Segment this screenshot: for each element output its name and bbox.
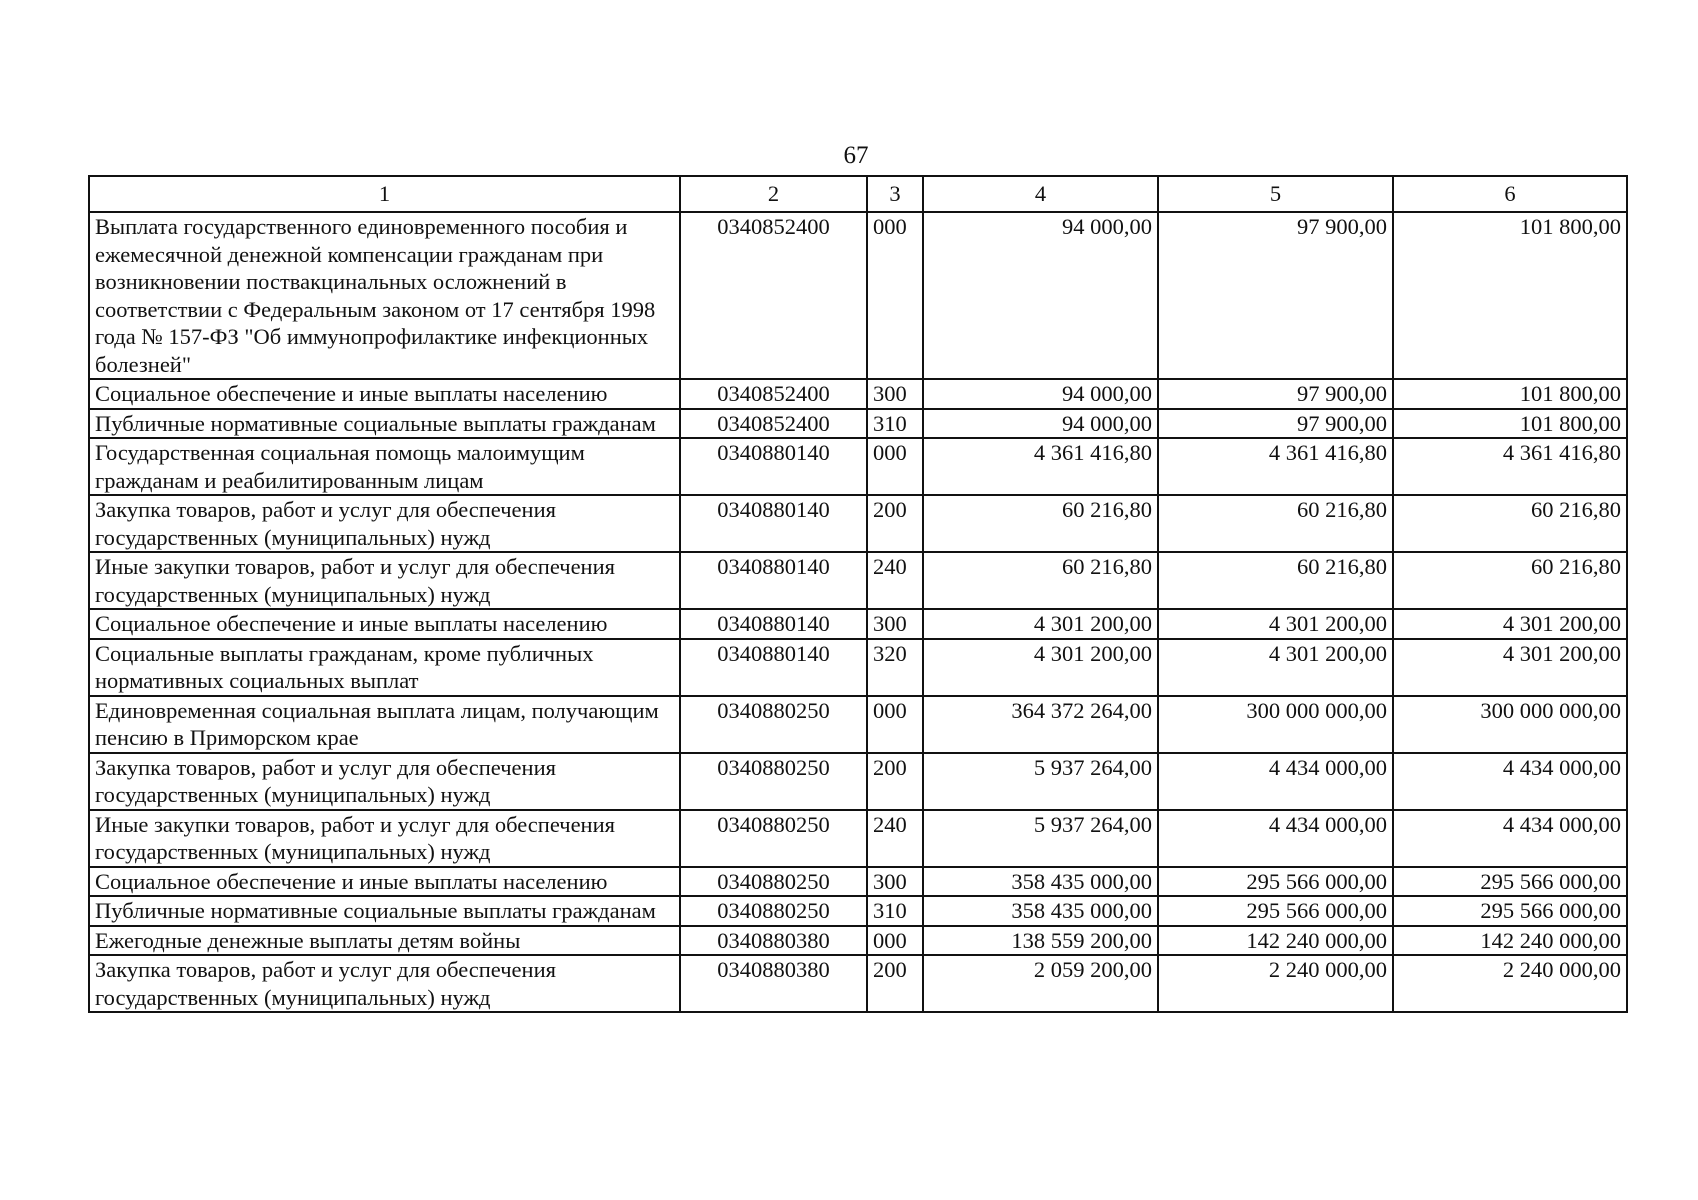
row-name-cell: Государственная социальная помощь малоимущим гражданам и реабилитированным лицам [89,438,680,495]
row-code-cell: 0340880250 [680,696,867,753]
table-row [89,753,1627,810]
row-kind-cell: 200 [867,495,923,552]
row-value-col6-cell: 4 301 200,00 [1393,609,1627,639]
row-kind-cell: 300 [867,609,923,639]
row-name-cell: Публичные нормативные социальные выплаты гражданам [89,409,680,439]
row-value-col4-cell: 4 301 200,00 [923,609,1158,639]
row-value-col5-cell: 97 900,00 [1158,379,1393,409]
column-header-2: 2 [680,176,867,212]
table-row [89,896,1627,926]
row-value-col5-cell: 60 216,80 [1158,495,1393,552]
table-header [89,176,1627,212]
row-kind-cell: 200 [867,955,923,1012]
row-kind-cell: 000 [867,926,923,956]
row-value-col4-cell: 60 216,80 [923,552,1158,609]
row-value-col5-cell: 4 301 200,00 [1158,609,1393,639]
column-header-6: 6 [1393,176,1627,212]
row-value-col6-cell: 101 800,00 [1393,379,1627,409]
row-code-cell: 0340880250 [680,867,867,897]
page-number: 67 [843,142,869,169]
row-value-col6-cell: 300 000 000,00 [1393,696,1627,753]
budget-table [88,175,1628,1013]
row-name-cell: Публичные нормативные социальные выплаты гражданам [89,896,680,926]
row-value-col5-cell: 300 000 000,00 [1158,696,1393,753]
table-row [89,495,1627,552]
row-value-col5-cell: 4 434 000,00 [1158,753,1393,810]
row-value-col6-cell: 142 240 000,00 [1393,926,1627,956]
row-name-cell: Закупка товаров, работ и услуг для обеспечения государственных (муниципальных) нужд [89,753,680,810]
row-name-cell: Иные закупки товаров, работ и услуг для обеспечения государственных (муниципальных) нужд [89,810,680,867]
row-kind-cell: 240 [867,810,923,867]
row-value-col6-cell: 60 216,80 [1393,552,1627,609]
table-row [89,409,1627,439]
row-name-cell: Единовременная социальная выплата лицам, получающим пенсию в Приморском крае [89,696,680,753]
row-value-col5-cell: 4 301 200,00 [1158,639,1393,696]
table-row [89,639,1627,696]
row-kind-cell: 310 [867,409,923,439]
row-name-cell: Социальное обеспечение и иные выплаты населению [89,379,680,409]
header-row [89,176,1627,212]
table-row [89,609,1627,639]
row-name-cell: Закупка товаров, работ и услуг для обеспечения государственных (муниципальных) нужд [89,495,680,552]
row-value-col4-cell: 60 216,80 [923,495,1158,552]
row-value-col6-cell: 4 361 416,80 [1393,438,1627,495]
row-code-cell: 0340852400 [680,379,867,409]
row-name-cell: Выплата государственного единовременного пособия и ежемесячной денежной компенсации гражданам при возникновении поствакцинальных осложнений в соответствии с Федеральным законом от 17 сентября 1998 года № 157-ФЗ "Об иммунопрофилактике инфекционных болезней" [89,212,680,379]
row-value-col6-cell: 2 240 000,00 [1393,955,1627,1012]
row-name-cell: Социальное обеспечение и иные выплаты населению [89,609,680,639]
row-value-col5-cell: 142 240 000,00 [1158,926,1393,956]
row-kind-cell: 000 [867,438,923,495]
row-value-col6-cell: 295 566 000,00 [1393,867,1627,897]
row-kind-cell: 320 [867,639,923,696]
row-value-col4-cell: 5 937 264,00 [923,810,1158,867]
table-row [89,867,1627,897]
row-code-cell: 0340852400 [680,409,867,439]
row-code-cell: 0340880140 [680,438,867,495]
table-row [89,212,1627,379]
row-kind-cell: 000 [867,212,923,379]
row-value-col6-cell: 4 434 000,00 [1393,753,1627,810]
row-value-col4-cell: 364 372 264,00 [923,696,1158,753]
row-value-col5-cell: 2 240 000,00 [1158,955,1393,1012]
row-code-cell: 0340880140 [680,639,867,696]
row-value-col6-cell: 295 566 000,00 [1393,896,1627,926]
column-header-1: 1 [89,176,680,212]
row-value-col4-cell: 4 361 416,80 [923,438,1158,495]
table-row [89,379,1627,409]
row-value-col4-cell: 4 301 200,00 [923,639,1158,696]
row-value-col5-cell: 295 566 000,00 [1158,867,1393,897]
table-row [89,810,1627,867]
row-value-col6-cell: 101 800,00 [1393,212,1627,379]
row-value-col4-cell: 138 559 200,00 [923,926,1158,956]
row-kind-cell: 300 [867,379,923,409]
row-code-cell: 0340880140 [680,552,867,609]
row-kind-cell: 240 [867,552,923,609]
row-value-col4-cell: 94 000,00 [923,409,1158,439]
row-value-col5-cell: 60 216,80 [1158,552,1393,609]
row-name-cell: Социальное обеспечение и иные выплаты населению [89,867,680,897]
row-value-col5-cell: 295 566 000,00 [1158,896,1393,926]
row-value-col6-cell: 4 434 000,00 [1393,810,1627,867]
row-code-cell: 0340880250 [680,810,867,867]
table-row [89,438,1627,495]
row-name-cell: Иные закупки товаров, работ и услуг для обеспечения государственных (муниципальных) нужд [89,552,680,609]
row-value-col6-cell: 60 216,80 [1393,495,1627,552]
table-row [89,926,1627,956]
row-value-col6-cell: 4 301 200,00 [1393,639,1627,696]
row-kind-cell: 200 [867,753,923,810]
row-code-cell: 0340880140 [680,495,867,552]
table-row [89,552,1627,609]
row-value-col4-cell: 358 435 000,00 [923,867,1158,897]
row-code-cell: 0340880380 [680,955,867,1012]
table-body [89,212,1627,1012]
row-kind-cell: 300 [867,867,923,897]
row-value-col6-cell: 101 800,00 [1393,409,1627,439]
column-header-3: 3 [867,176,923,212]
row-code-cell: 0340880140 [680,609,867,639]
row-value-col5-cell: 97 900,00 [1158,212,1393,379]
table-row [89,696,1627,753]
row-value-col5-cell: 4 434 000,00 [1158,810,1393,867]
column-header-5: 5 [1158,176,1393,212]
row-code-cell: 0340852400 [680,212,867,379]
row-value-col4-cell: 94 000,00 [923,212,1158,379]
row-code-cell: 0340880250 [680,896,867,926]
column-header-4: 4 [923,176,1158,212]
row-name-cell: Ежегодные денежные выплаты детям войны [89,926,680,956]
row-kind-cell: 310 [867,896,923,926]
row-name-cell: Социальные выплаты гражданам, кроме публичных нормативных социальных выплат [89,639,680,696]
row-value-col4-cell: 94 000,00 [923,379,1158,409]
row-code-cell: 0340880250 [680,753,867,810]
table-row [89,955,1627,1012]
row-value-col5-cell: 97 900,00 [1158,409,1393,439]
row-code-cell: 0340880380 [680,926,867,956]
row-value-col5-cell: 4 361 416,80 [1158,438,1393,495]
row-value-col4-cell: 5 937 264,00 [923,753,1158,810]
row-name-cell: Закупка товаров, работ и услуг для обеспечения государственных (муниципальных) нужд [89,955,680,1012]
row-value-col4-cell: 358 435 000,00 [923,896,1158,926]
row-value-col4-cell: 2 059 200,00 [923,955,1158,1012]
row-kind-cell: 000 [867,696,923,753]
